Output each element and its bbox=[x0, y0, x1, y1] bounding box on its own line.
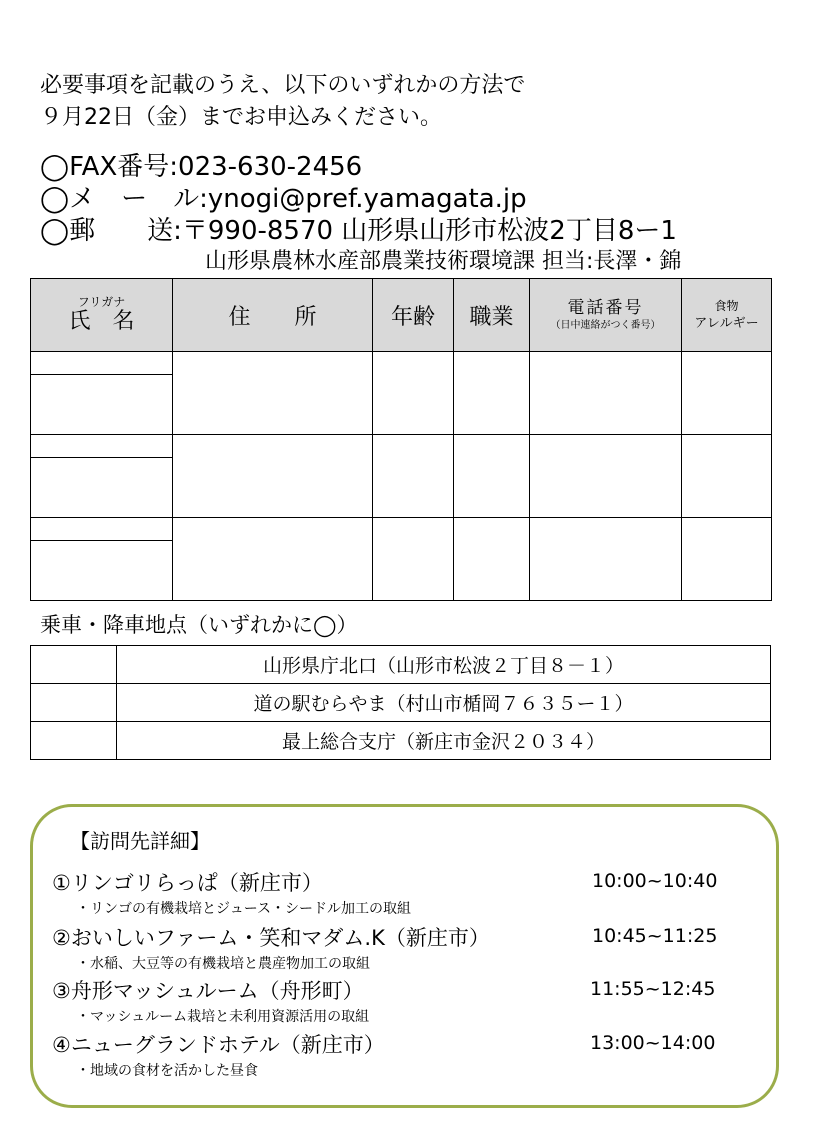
occupation-entry-cell[interactable] bbox=[454, 435, 530, 518]
fax-number: ◯FAX番号:023-630-2456 bbox=[40, 152, 363, 182]
furigana-entry[interactable] bbox=[31, 352, 172, 375]
age-label: 年齢 bbox=[390, 304, 435, 330]
department-contact: 山形県農林水産部農業技術環境課 担当:長澤・錦 bbox=[205, 249, 682, 274]
name-entry-cell[interactable] bbox=[31, 352, 173, 435]
tel-label: 電話番号 bbox=[567, 298, 644, 318]
occupation-header bbox=[454, 279, 530, 352]
visit-time: 10:45~11:25 bbox=[592, 925, 718, 947]
intro-line-2: ９月22日（金）までお申込みください。 bbox=[40, 105, 442, 130]
tel-entry-cell[interactable] bbox=[530, 435, 682, 518]
address-header bbox=[173, 279, 373, 352]
email-address[interactable]: ◯メ ー ル:ynogi@pref.yamagata.jp bbox=[40, 184, 527, 214]
tel-entry-cell[interactable] bbox=[530, 352, 682, 435]
visit-time: 10:00~10:40 bbox=[592, 870, 718, 892]
furigana-label: フリガナ bbox=[77, 295, 126, 309]
boarding-point-check-cell[interactable] bbox=[31, 646, 117, 684]
boarding-point-label: 最上総合支庁（新庄市金沢２０３４） bbox=[117, 722, 771, 760]
intro-line-1: 必要事項を記載のうえ、以下のいずれかの方法で bbox=[40, 73, 526, 98]
visit-time: 11:55~12:45 bbox=[590, 978, 716, 1000]
postal-address: ◯郵 送:〒990-8570 山形県山形市松波2丁目8ー1 bbox=[40, 216, 677, 246]
occupation-entry-cell[interactable] bbox=[454, 518, 530, 601]
boarding-point-check-cell[interactable] bbox=[31, 722, 117, 760]
furigana-entry[interactable] bbox=[31, 435, 172, 458]
visit-name: ②おいしいファーム・笑和マダム.K（新庄市） bbox=[52, 926, 490, 950]
age-header bbox=[373, 279, 454, 352]
form-entry-row bbox=[31, 352, 772, 435]
boarding-point-check-cell[interactable] bbox=[31, 684, 117, 722]
visit-time: 13:00~14:00 bbox=[590, 1032, 716, 1054]
name-entry-cell[interactable] bbox=[31, 518, 173, 601]
visit-details-title: 【訪問先詳細】 bbox=[70, 829, 210, 853]
form-header-row bbox=[31, 279, 772, 352]
visit-description: ・マッシュルーム栽培と未利用資源活用の取組 bbox=[76, 1009, 370, 1025]
address-entry-cell[interactable] bbox=[173, 435, 373, 518]
address-entry-cell[interactable] bbox=[173, 518, 373, 601]
age-entry-cell[interactable] bbox=[373, 435, 454, 518]
address-entry-cell[interactable] bbox=[173, 352, 373, 435]
form-entry-row bbox=[31, 518, 772, 601]
boarding-point-label: 道の駅むらやま（村山市楯岡７６３５ー１） bbox=[117, 684, 771, 722]
boarding-points-table bbox=[30, 645, 771, 760]
allergy-entry-cell[interactable] bbox=[682, 435, 772, 518]
form-entry-row bbox=[31, 435, 772, 518]
visit-name: ①リンゴリらっぱ（新庄市） bbox=[52, 871, 323, 895]
visit-name: ④ニューグランドホテル（新庄市） bbox=[52, 1033, 385, 1057]
boarding-point-row bbox=[31, 722, 771, 760]
furigana-entry[interactable] bbox=[31, 518, 172, 541]
application-form-table bbox=[30, 278, 772, 601]
tel-entry-cell[interactable] bbox=[530, 518, 682, 601]
occupation-entry-cell[interactable] bbox=[454, 352, 530, 435]
visit-description: ・リンゴの有機栽培とジュース・シードル加工の取組 bbox=[76, 901, 412, 917]
visit-description: ・水稲、大豆等の有機栽培と農産物加工の取組 bbox=[76, 956, 370, 972]
address-label: 住 所 bbox=[228, 304, 317, 330]
age-entry-cell[interactable] bbox=[373, 352, 454, 435]
visit-name: ③舟形マッシュルーム（舟形町） bbox=[52, 979, 364, 1003]
occupation-label: 職業 bbox=[469, 304, 514, 330]
food-label: 食物 bbox=[714, 299, 739, 313]
boarding-point-row bbox=[31, 646, 771, 684]
visit-description: ・地域の食材を活かした昼食 bbox=[76, 1063, 258, 1079]
tel-note: （日中連絡がつく番号） bbox=[550, 320, 661, 331]
food-allergy-header bbox=[682, 279, 772, 352]
boarding-points-title: 乗車・降車地点（いずれかに◯） bbox=[40, 613, 358, 637]
age-entry-cell[interactable] bbox=[373, 518, 454, 601]
boarding-point-row bbox=[31, 684, 771, 722]
allergy-label: アレルギー bbox=[694, 316, 759, 331]
boarding-point-label: 山形県庁北口（山形市松波２丁目８－１） bbox=[117, 646, 771, 684]
name-header bbox=[31, 279, 173, 352]
allergy-entry-cell[interactable] bbox=[682, 518, 772, 601]
name-label: 氏 名 bbox=[68, 309, 135, 334]
tel-header bbox=[530, 279, 682, 352]
allergy-entry-cell[interactable] bbox=[682, 352, 772, 435]
name-entry-cell[interactable] bbox=[31, 435, 173, 518]
